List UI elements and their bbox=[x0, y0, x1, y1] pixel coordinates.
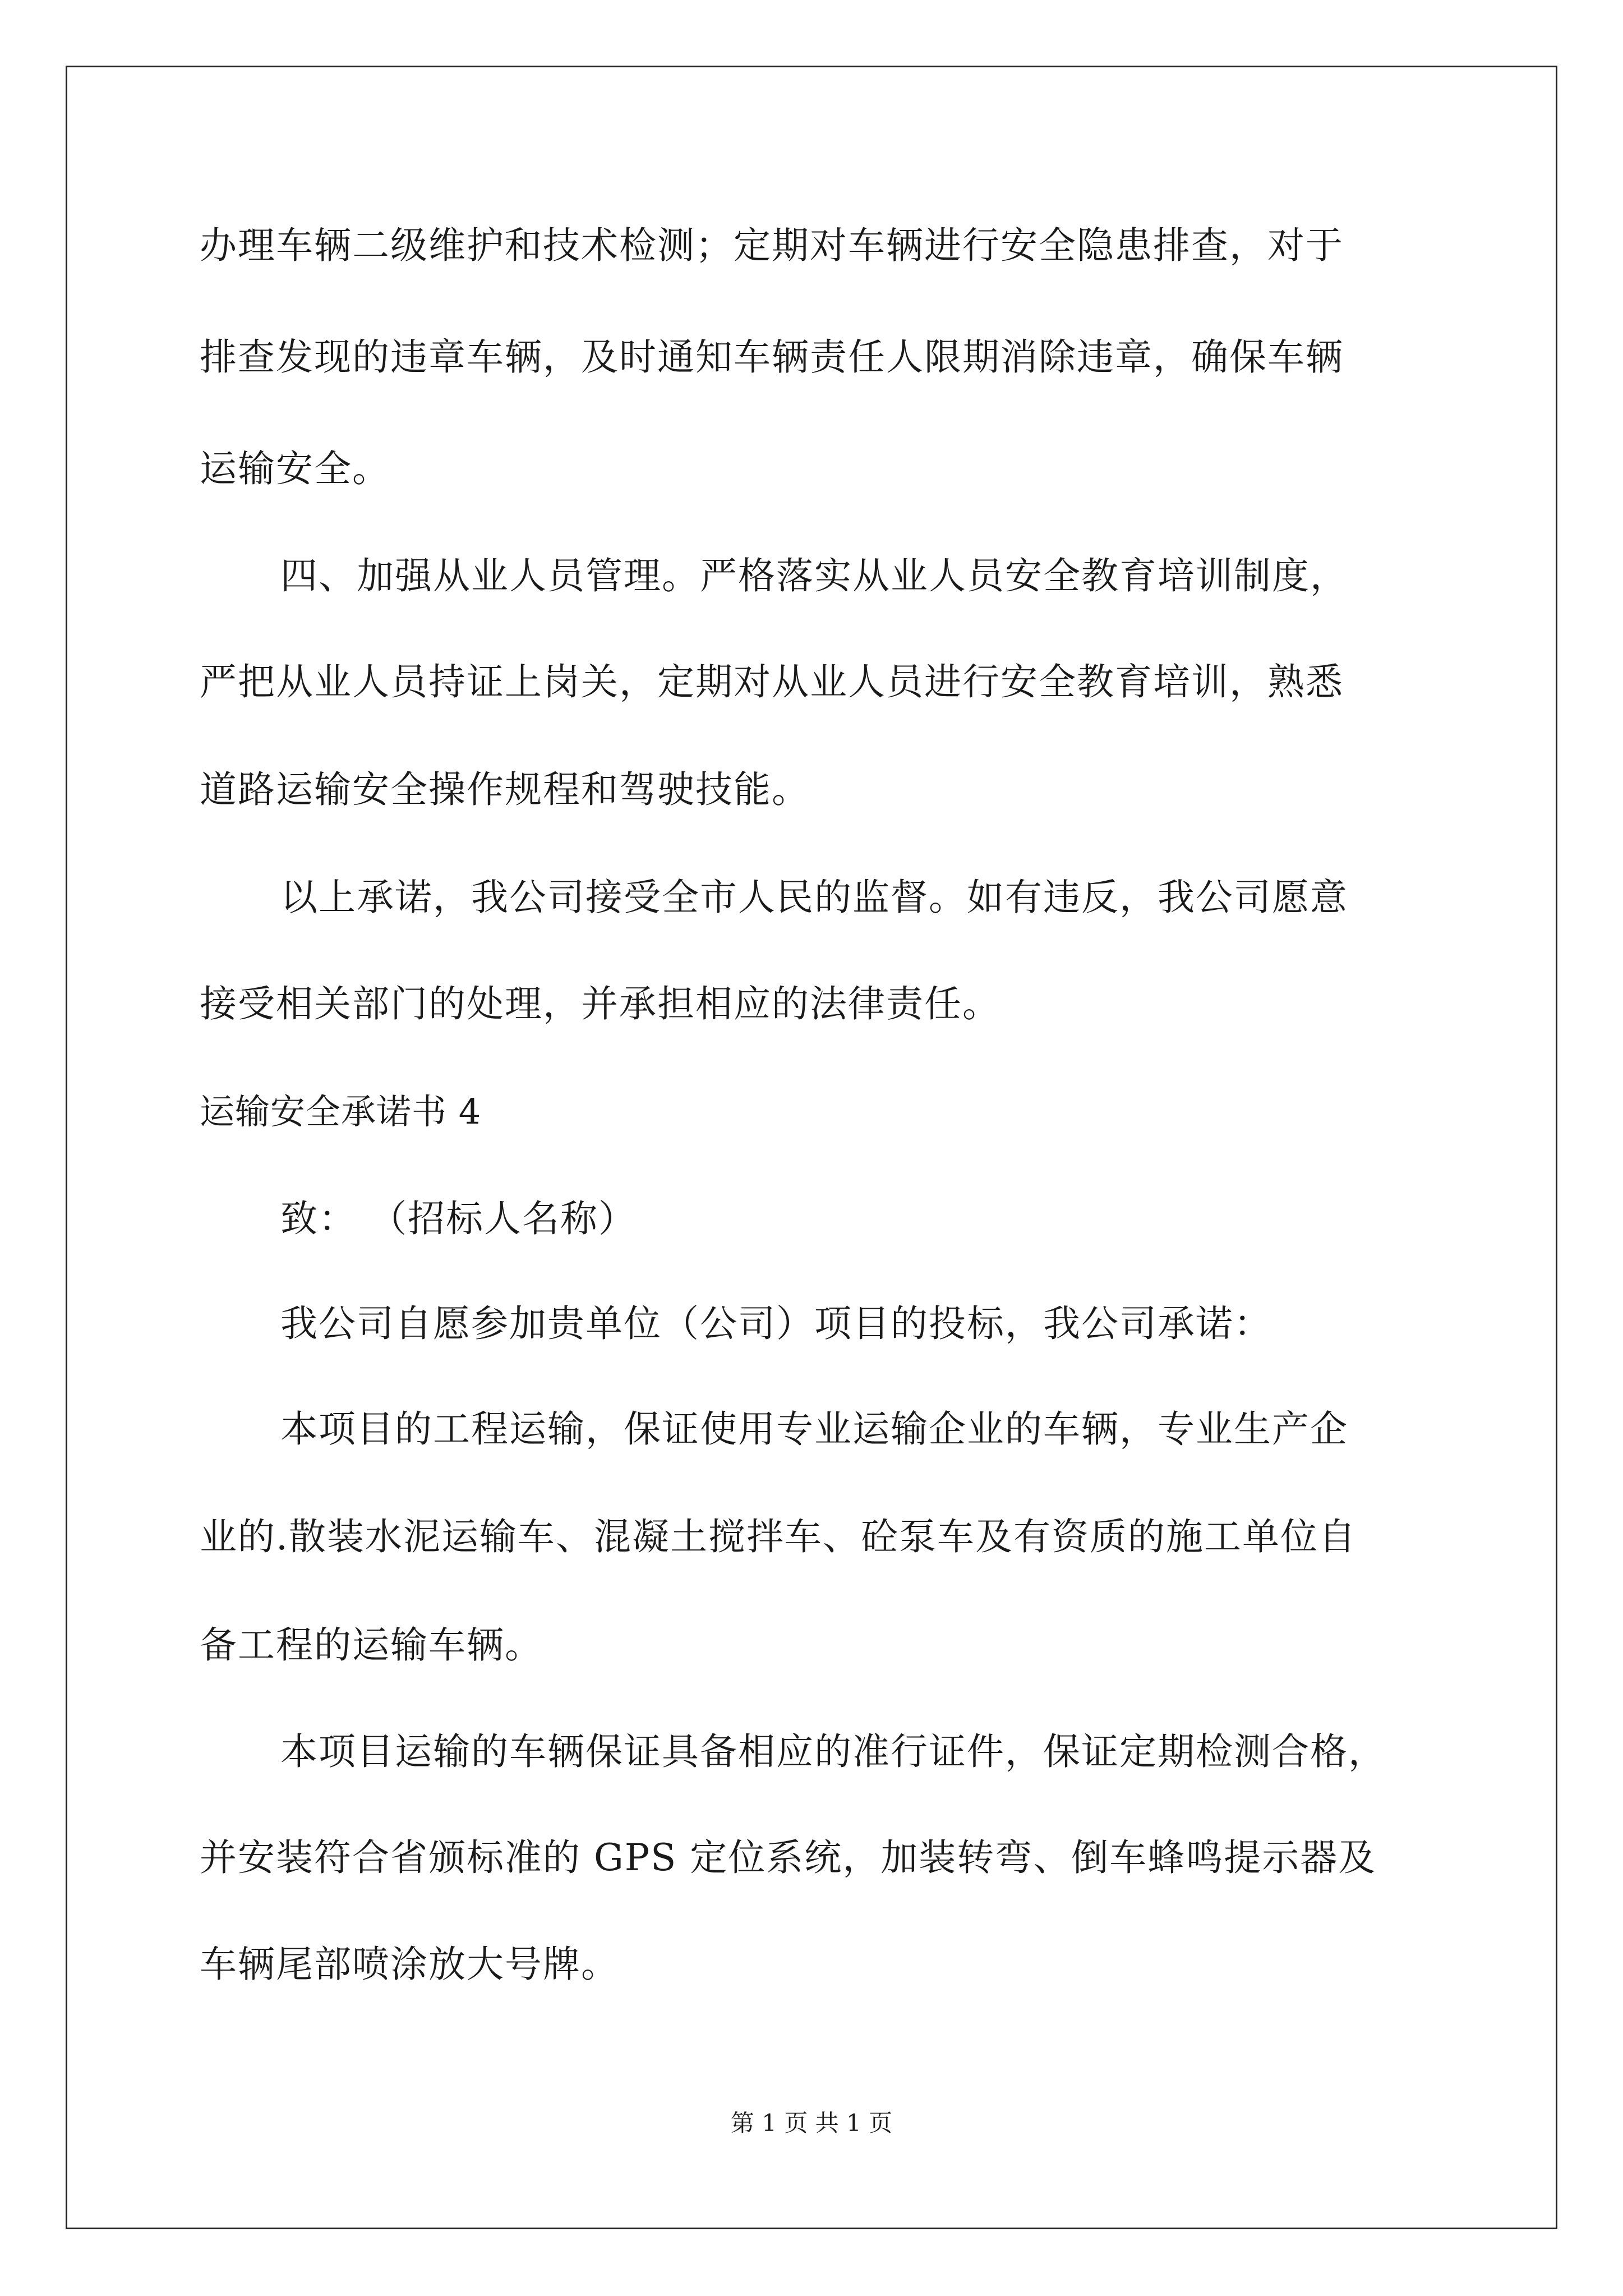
text-line: 接受相关部门的处理，并承担相应的法律责任。 bbox=[200, 982, 1000, 1025]
section-heading: 运输安全承诺书 4 bbox=[200, 1091, 482, 1132]
addressee-line: 致： （招标人名称） bbox=[280, 1197, 637, 1240]
text-line: 并安装符合省颁标准的 GPS 定位系统，加装转弯、倒车蜂鸣提示器及 bbox=[200, 1836, 1377, 1879]
text-line: 本项目的工程运输，保证使用专业运输企业的车辆，专业生产企 bbox=[280, 1407, 1348, 1451]
page-border bbox=[66, 66, 1557, 2229]
text-line: 我公司自愿参加贵单位（公司）项目的投标，我公司承诺： bbox=[280, 1302, 1272, 1345]
text-line: 备工程的运输车辆。 bbox=[200, 1623, 543, 1667]
text-line: 本项目运输的车辆保证具备相应的准行证件，保证定期检测合格， bbox=[280, 1730, 1386, 1773]
commitment-paragraph-start: 以上承诺，我公司接受全市人民的监督。如有违反，我公司愿意 bbox=[280, 876, 1348, 919]
text-line: 排查发现的违章车辆，及时通知车辆责任人限期消除违章，确保车辆 bbox=[200, 335, 1344, 379]
text-line: 办理车辆二级维护和技术检测；定期对车辆进行安全隐患排查，对于 bbox=[200, 224, 1344, 267]
paragraph-4-start: 四、加强从业人员管理。严格落实从业人员安全教育培训制度， bbox=[280, 554, 1348, 597]
text-line: 业的.散装水泥运输车、混凝土搅拌车、砼泵车及有资质的施工单位自 bbox=[200, 1515, 1357, 1558]
text-line: 车辆尾部喷涂放大号牌。 bbox=[200, 1943, 619, 1986]
page-footer: 第 1 页 共 1 页 bbox=[730, 2109, 893, 2137]
text-line: 道路运输安全操作规程和驾驶技能。 bbox=[200, 768, 810, 811]
text-line: 严把从业人员持证上岗关，定期对从业人员进行安全教育培训，熟悉 bbox=[200, 660, 1344, 703]
text-line: 运输安全。 bbox=[200, 447, 390, 490]
